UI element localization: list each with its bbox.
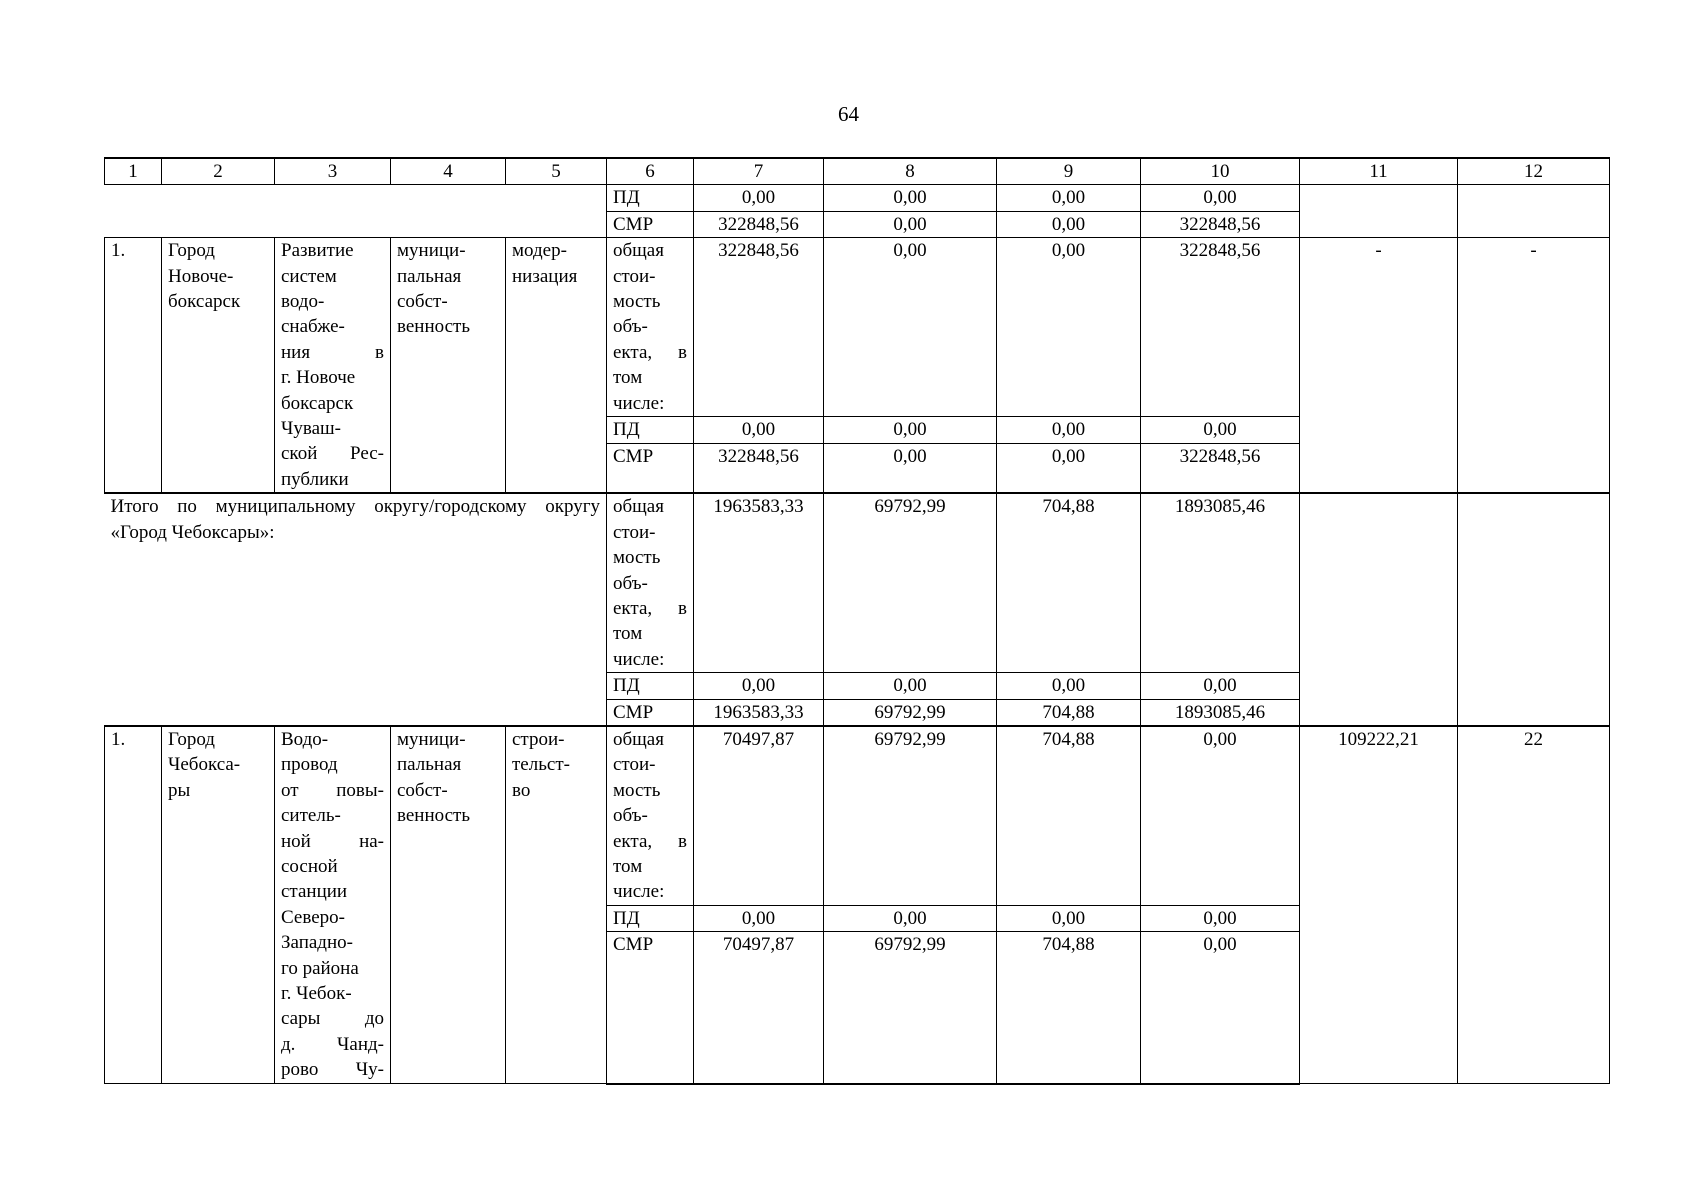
object-line: сары до [281,1008,384,1030]
value-cell: 69792,99 [824,699,997,726]
value-cell: 0,00 [694,417,824,443]
ownership-line: венность [397,316,471,338]
ownership-cell [391,726,506,1084]
ownership-line: муници- [397,728,466,750]
object-line: от повы- [281,779,384,801]
cost-label-line: том [613,623,643,645]
table-row [105,238,1610,417]
object-line: Чуваш- [281,418,341,440]
work-type-cell [506,238,607,494]
column-number: 10 [1141,158,1300,185]
cost-type-label: СМР [607,443,694,493]
object-line: систем [281,265,337,287]
column-number: 3 [275,158,391,185]
work-type-line: модер- [512,240,567,262]
city-line: ры [168,779,191,801]
value-cell: 1963583,33 [694,699,824,726]
object-line: д. Чанд- [281,1033,384,1055]
object-line: водо- [281,291,325,313]
value-cell: 0,00 [824,211,997,237]
object-cell [275,726,391,1084]
value-cell: 0,00 [997,185,1141,211]
dash-cell: - [1300,238,1458,494]
value-cell: 70497,87 [694,932,824,1084]
column-number: 9 [997,158,1141,185]
value-cell: 1893085,46 [1141,493,1300,672]
city-line: Город [168,728,215,750]
cost-label-line: мость [613,291,661,313]
object-line: Западно- [281,932,353,954]
value-cell: 704,88 [997,493,1141,672]
object-line: станции [281,881,348,903]
value-cell: 1963583,33 [694,493,824,672]
cost-type-label: ПД [607,673,694,699]
object-line: боксарск [281,392,354,414]
object-line: г. Чебок- [281,983,352,1004]
work-type-line: строи- [512,728,565,750]
cost-label-line: мость [613,547,661,569]
city-line: Новоче- [168,265,234,287]
empty-cell [1458,185,1610,238]
cost-label-line: числе: [613,881,665,903]
value-cell: 322848,56 [1141,238,1300,417]
cost-label-line: стои- [613,754,656,776]
cost-label-cell [607,493,694,672]
object-line: ния в [281,341,384,363]
value-cell: 0,00 [997,673,1141,699]
cost-label-line: общая [613,240,664,262]
cost-label-line: объ- [613,316,648,338]
subtotal-row [105,493,1610,672]
investment-table [104,157,1610,1085]
page-number: 64 [838,102,859,126]
value-cell: 0,00 [824,238,997,417]
value-cell: 0,00 [694,673,824,699]
object-line: Водо- [281,728,329,750]
value-cell: 69792,99 [824,932,997,1084]
value-cell: 1893085,46 [1141,699,1300,726]
ownership-line: муници- [397,240,466,262]
value-cell: 0,00 [997,443,1141,493]
cost-label-line: объ- [613,572,648,594]
cost-label-line: стои- [613,265,656,287]
value-cell: 69792,99 [824,493,997,672]
column-number: 6 [607,158,694,185]
value-cell: 322848,56 [694,238,824,417]
column-number: 1 [105,158,162,185]
cost-label-line: екта, в [613,341,687,363]
column-number: 12 [1458,158,1610,185]
value-cell: 0,00 [824,673,997,699]
value-cell: 0,00 [1141,932,1300,1084]
row-index: 1. [105,238,162,494]
cost-type-label: СМР [607,211,694,237]
value-cell: 0,00 [997,238,1141,417]
city-line: боксарск [168,291,241,313]
ownership-cell [391,238,506,494]
value-cell: 0,00 [997,211,1141,237]
work-type-line: во [512,779,531,801]
city-cell [162,726,275,1084]
ownership-line: собст- [397,291,448,313]
cost-label-line: общая [613,496,664,518]
cost-label-cell [607,238,694,417]
ownership-line: пальная [397,754,462,776]
cost-label-line: том [613,367,643,389]
value-cell: 70497,87 [694,726,824,905]
table-row [105,726,1610,905]
dash-cell: - [1458,238,1610,494]
object-line: ситель- [281,805,341,827]
city-line: Город [168,240,215,262]
city-cell [162,238,275,494]
value-cell: 0,00 [824,905,997,931]
city-line: Чебокса- [168,754,241,776]
value-cell: 0,00 [824,417,997,443]
empty-cell [1300,185,1458,238]
value-cell: 0,00 [824,443,997,493]
work-type-line: тельст- [512,754,570,776]
object-line: сосной [281,855,338,877]
empty-cell [105,185,607,238]
value-cell: 0,00 [1141,905,1300,931]
cost-label-line: том [613,855,643,877]
column-number: 5 [506,158,607,185]
value-cell: 0,00 [694,905,824,931]
object-line: ской Рес- [281,443,384,465]
cost-label-line: екта, в [613,830,687,852]
cost-label-line: общая [613,728,664,750]
cost-type-label: ПД [607,417,694,443]
value-cell: 0,00 [824,185,997,211]
ownership-line: пальная [397,265,462,287]
subtotal-label: Итого по муниципальному округу/городскому округу «Город Чебоксары»: [105,493,607,726]
object-line: публики [281,468,349,490]
cost-type-label: ПД [607,905,694,931]
value-cell-col11: 109222,21 [1300,726,1458,1084]
column-number: 8 [824,158,997,185]
cost-label-cell [607,726,694,905]
object-line: снабже- [281,316,345,338]
work-type-line: низация [512,265,578,287]
cost-type-label: СМР [607,932,694,1084]
object-line: Северо- [281,906,345,928]
ownership-line: венность [397,805,471,827]
object-line: рово Чу- [281,1059,384,1081]
object-cell [275,238,391,494]
object-line: го района [281,957,359,979]
column-number: 11 [1300,158,1458,185]
value-cell: 322848,56 [1141,211,1300,237]
value-cell: 0,00 [694,185,824,211]
work-type-cell [506,726,607,1084]
cost-label-line: мость [613,779,661,801]
empty-cell [1300,493,1458,726]
value-cell-col12: 22 [1458,726,1610,1084]
object-line: Развитие [281,240,354,262]
value-cell: 322848,56 [694,443,824,493]
value-cell: 0,00 [997,905,1141,931]
cost-label-line: числе: [613,392,665,414]
object-line: провод [281,754,338,776]
value-cell: 704,88 [997,699,1141,726]
column-number: 2 [162,158,275,185]
object-line: ной на- [281,830,384,852]
column-number: 4 [391,158,506,185]
column-number: 7 [694,158,824,185]
value-cell: 69792,99 [824,726,997,905]
value-cell: 322848,56 [1141,443,1300,493]
empty-cell [1458,493,1610,726]
value-cell: 704,88 [997,932,1141,1084]
value-cell: 704,88 [997,726,1141,905]
value-cell: 0,00 [1141,726,1300,905]
object-line: г. Новоче [281,367,356,389]
cost-type-label: СМР [607,699,694,726]
cost-type-label: ПД [607,185,694,211]
ownership-line: собст- [397,779,448,801]
table-row [105,185,1610,211]
value-cell: 0,00 [1141,417,1300,443]
value-cell: 322848,56 [694,211,824,237]
cost-label-line: объ- [613,805,648,827]
cost-label-line: числе: [613,648,665,670]
cost-label-line: стои- [613,521,656,543]
value-cell: 0,00 [997,417,1141,443]
cost-label-line: екта, в [613,597,687,619]
value-cell: 0,00 [1141,185,1300,211]
row-index: 1. [105,726,162,1084]
value-cell: 0,00 [1141,673,1300,699]
column-number-row [105,158,1610,185]
